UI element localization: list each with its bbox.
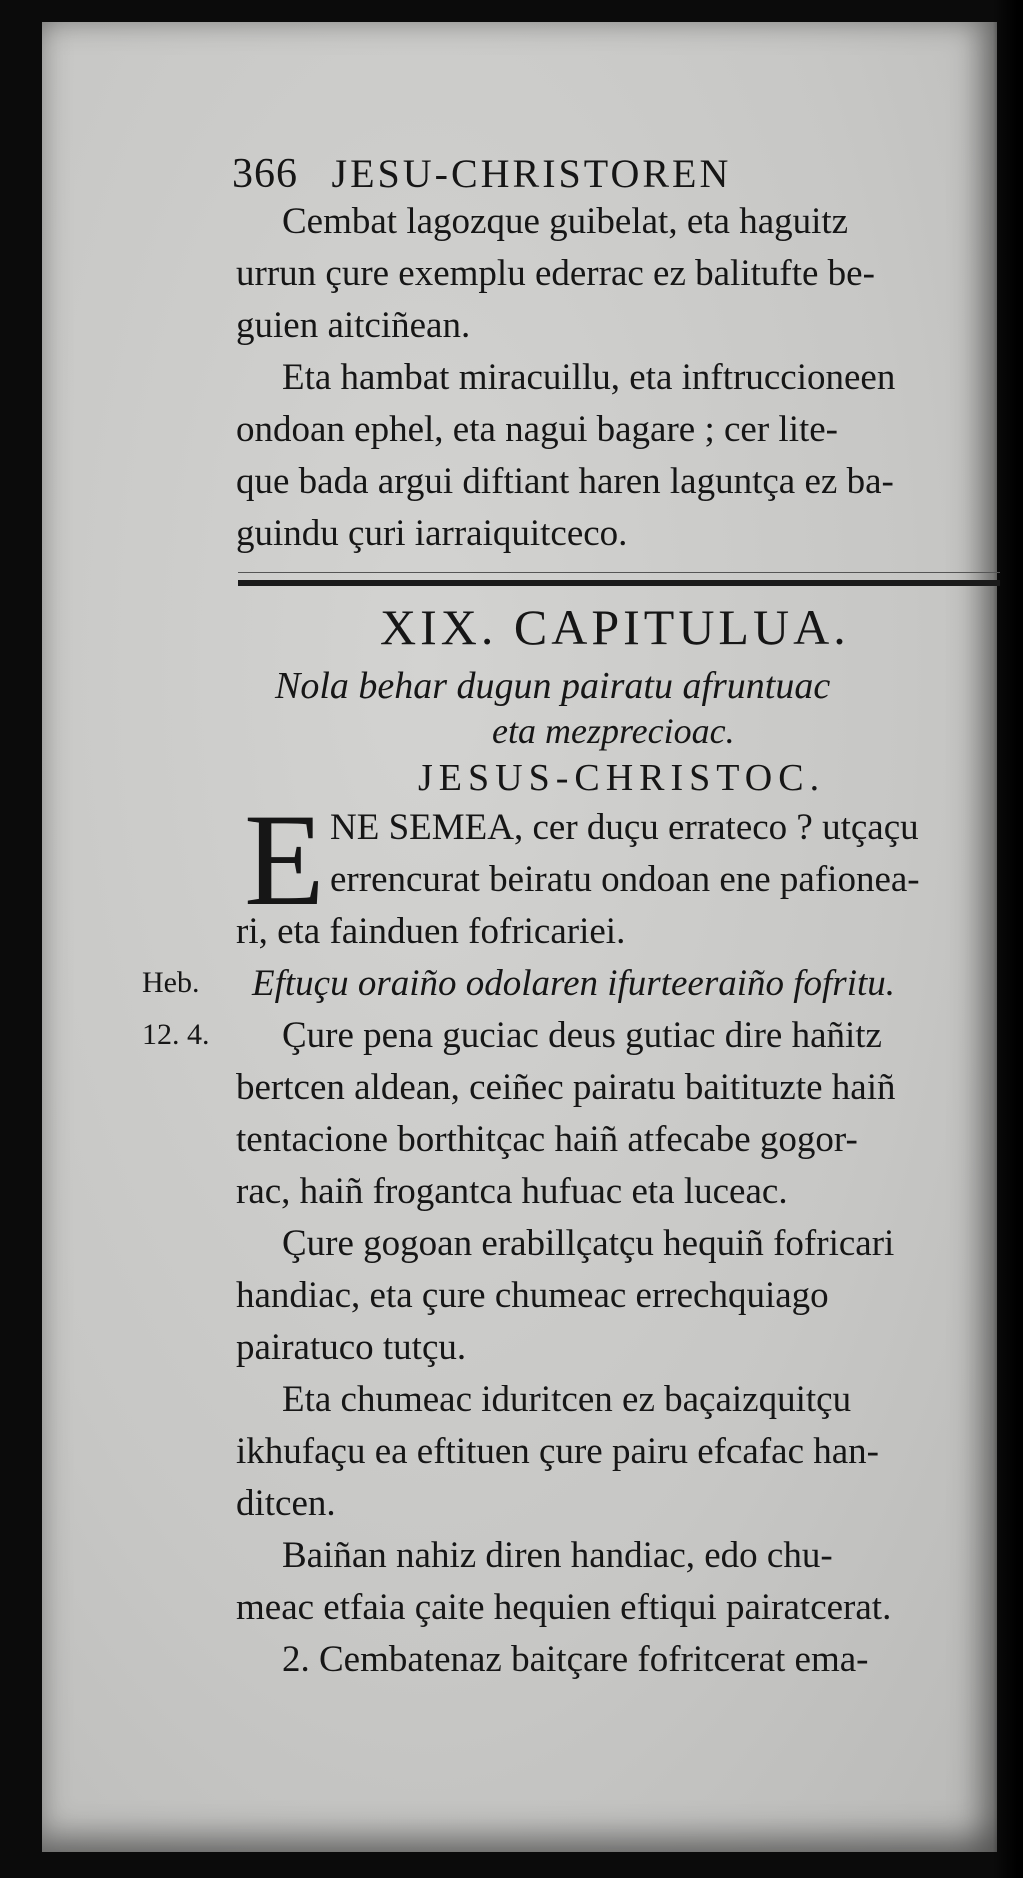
text-line: NE SEMEA, cer duçu errateco ? utçaçu — [330, 807, 919, 848]
text-line: guindu çuri iarraiquitceco. — [236, 513, 628, 554]
margin-reference: Heb. — [142, 966, 200, 999]
text-line: Eta chumeac iduritcen ez baçaizquitçu — [282, 1379, 852, 1420]
chapter-subtitle-line2: eta mezprecioac. — [492, 711, 735, 751]
text-line: ikhufaçu ea eftituen çure pairu efcafac han- — [236, 1431, 879, 1472]
page-header — [232, 150, 731, 198]
speaker-heading: JESUS-CHRISTOC. — [418, 757, 826, 799]
margin-reference: 12. 4. — [142, 1018, 210, 1051]
text-line: 2. Cembatenaz baitçare fofritcerat ema- — [282, 1639, 869, 1680]
text-line: rac, haiñ frogantca hufuac eta luceac. — [236, 1171, 788, 1212]
drop-cap: E — [244, 786, 325, 933]
divider-rule — [238, 580, 1000, 586]
text-line: Baiñan nahiz diren handiac, edo chu- — [282, 1535, 833, 1576]
text-line: urrun çure exemplu ederrac ez balitufte be- — [236, 253, 875, 294]
page-edge-shadow — [993, 0, 1023, 1878]
text-line: handiac, eta çure chumeac errechquiago — [236, 1275, 829, 1316]
text-line: Eftuçu oraiño odolaren ifurteeraiño fofritu. — [252, 963, 896, 1004]
text-line: Çure pena guciac deus gutiac dire hañitz — [282, 1015, 882, 1056]
text-line: bertcen aldean, ceiñec pairatu baitituzte haiñ — [236, 1067, 896, 1108]
page-number: 366 — [232, 151, 298, 197]
divider-thin — [238, 572, 1000, 573]
chapter-subtitle-line1: Nola behar dugun pairatu afruntuac — [275, 665, 831, 707]
text-line: ditcen. — [236, 1483, 336, 1524]
text-line: que bada argui diftiant haren laguntça ez ba- — [236, 461, 894, 502]
text-line: ri, eta fainduen fofricariei. — [236, 911, 626, 952]
running-head: JESU-CHRISTOREN — [331, 151, 732, 196]
chapter-title: XIX. CAPITULUA. — [380, 599, 850, 655]
text-line: Eta hambat miracuillu, eta inftruccioneen — [282, 357, 896, 398]
text-line: pairatuco tutçu. — [236, 1327, 467, 1368]
text-line: ondoan ephel, eta nagui bagare ; cer lite- — [236, 409, 838, 450]
text-line: meac etfaia çaite hequien eftiqui pairatcerat. — [236, 1587, 892, 1628]
text-line: guien aitciñean. — [236, 305, 471, 346]
text-line: Cembat lagozque guibelat, eta haguitz — [282, 201, 849, 242]
text-line: errencurat beiratu ondoan ene pafionea- — [330, 859, 920, 900]
text-line: Çure gogoan erabillçatçu hequiñ fofricari — [282, 1223, 895, 1264]
text-line: tentacione borthitçac haiñ atfecabe gogor- — [236, 1119, 858, 1160]
